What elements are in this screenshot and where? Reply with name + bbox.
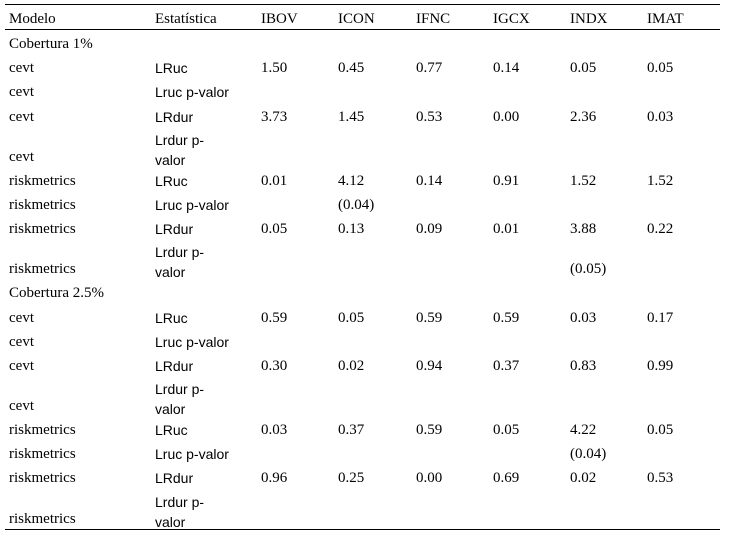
cell-value: (0.05) (570, 261, 607, 278)
cell-estatistica: Lruc p-valor (155, 196, 229, 213)
cell-value: 0.05 (261, 221, 288, 238)
cell-value: 0.02 (338, 357, 365, 374)
cell-value: 1.50 (261, 60, 288, 77)
cell-estatistica: Lrdur p-valor (155, 244, 205, 281)
cell-value: 0.83 (570, 357, 597, 374)
header-indx: INDX (570, 11, 608, 27)
cell-value: 0.05 (647, 422, 674, 439)
cell-modelo: cevt (9, 84, 34, 101)
header-igcx: IGCX (493, 11, 530, 27)
cell-modelo: cevt (9, 309, 34, 326)
table-row (5, 54, 720, 78)
cell-estatistica: Lruc p-valor (155, 84, 229, 101)
cell-estatistica: Lrdur p-valor (155, 493, 205, 530)
cell-value: 0.99 (647, 357, 674, 374)
table-row (5, 328, 720, 352)
cell-modelo: riskmetrics (9, 172, 76, 189)
cell-estatistica: LRuc (155, 60, 188, 77)
section-row (5, 279, 720, 303)
cell-modelo: riskmetrics (9, 261, 76, 278)
cell-value: 3.73 (261, 108, 288, 125)
cell-value: 0.96 (261, 470, 288, 487)
table-body (5, 30, 720, 529)
cell-value: 4.12 (338, 172, 365, 189)
table-row (5, 103, 720, 127)
cell-value: 0.00 (493, 108, 520, 125)
section-row (5, 30, 720, 54)
table-header-row (5, 5, 720, 29)
cell-modelo: cevt (9, 108, 34, 125)
results-table (5, 4, 720, 530)
section-title: Cobertura 1% (9, 36, 93, 52)
cell-value: 0.53 (416, 108, 443, 125)
cell-value: 3.88 (570, 221, 597, 238)
cell-value: 1.52 (570, 172, 597, 189)
cell-value: 0.22 (647, 221, 674, 238)
header-icon: ICON (338, 11, 375, 27)
cell-value: 0.02 (570, 470, 597, 487)
cell-value: 1.52 (647, 172, 674, 189)
cell-value: 0.59 (261, 309, 288, 326)
cell-estatistica: LRuc (155, 172, 188, 189)
cell-estatistica: LRdur (155, 108, 194, 125)
cell-estatistica: Lrdur p-valor (155, 131, 205, 168)
table-row (5, 376, 720, 416)
cell-value: 0.03 (261, 422, 288, 439)
cell-modelo: riskmetrics (9, 446, 76, 463)
cell-value: 0.03 (570, 309, 597, 326)
cell-modelo: riskmetrics (9, 470, 76, 487)
cell-value: 0.00 (416, 470, 443, 487)
table-row (5, 440, 720, 464)
cell-value: 1.45 (338, 108, 365, 125)
header-modelo: Modelo (9, 11, 56, 27)
header-ibov: IBOV (261, 11, 298, 27)
cell-value: (0.04) (338, 196, 375, 213)
cell-value: 4.22 (570, 422, 597, 439)
cell-modelo: cevt (9, 357, 34, 374)
cell-value: 0.94 (416, 357, 443, 374)
cell-value: 0.77 (416, 60, 443, 77)
cell-value: 0.59 (416, 309, 443, 326)
cell-value: 0.25 (338, 470, 365, 487)
header-ifnc: IFNC (416, 11, 451, 27)
cell-estatistica: LRdur (155, 221, 194, 238)
cell-value: 0.05 (338, 309, 365, 326)
cell-value: 2.36 (570, 108, 597, 125)
table-row (5, 127, 720, 167)
cell-estatistica: Lrdur p-valor (155, 381, 205, 418)
cell-value: 0.05 (647, 60, 674, 77)
cell-value: (0.04) (570, 446, 607, 463)
table-row (5, 191, 720, 215)
table-row (5, 304, 720, 328)
cell-value: 0.09 (416, 221, 443, 238)
cell-value: 0.37 (338, 422, 365, 439)
table-row (5, 239, 720, 279)
cell-modelo: cevt (9, 333, 34, 350)
cell-value: 0.30 (261, 357, 288, 374)
cell-modelo: cevt (9, 148, 34, 165)
cell-value: 0.14 (416, 172, 443, 189)
cell-modelo: cevt (9, 60, 34, 77)
cell-estatistica: LRuc (155, 422, 188, 439)
table-bottom-rule (5, 529, 720, 530)
header-estatistica: Estatística (155, 11, 217, 27)
cell-estatistica: Lruc p-valor (155, 446, 229, 463)
table-row (5, 78, 720, 102)
cell-modelo: riskmetrics (9, 196, 76, 213)
cell-value: 0.69 (493, 470, 520, 487)
cell-value: 0.01 (493, 221, 520, 238)
cell-value: 0.59 (493, 309, 520, 326)
cell-value: 0.05 (570, 60, 597, 77)
cell-estatistica: LRdur (155, 470, 194, 487)
section-title: Cobertura 2.5% (9, 285, 104, 302)
cell-value: 0.14 (493, 60, 520, 77)
cell-value: 0.05 (493, 422, 520, 439)
cell-value: 0.53 (647, 470, 674, 487)
cell-modelo: riskmetrics (9, 221, 76, 238)
cell-estatistica: LRdur (155, 357, 194, 374)
table-row (5, 215, 720, 239)
table-row (5, 167, 720, 191)
cell-modelo: riskmetrics (9, 510, 76, 527)
cell-estatistica: LRuc (155, 309, 188, 326)
cell-value: 0.45 (338, 60, 365, 77)
cell-value: 0.59 (416, 422, 443, 439)
cell-estatistica: Lruc p-valor (155, 333, 229, 350)
cell-value: 0.13 (338, 221, 365, 238)
cell-value: 0.91 (493, 172, 520, 189)
cell-value: 0.17 (647, 309, 674, 326)
cell-value: 0.03 (647, 108, 674, 125)
table-row (5, 352, 720, 376)
table-row (5, 416, 720, 440)
header-imat: IMAT (647, 11, 684, 27)
cell-value: 0.01 (261, 172, 288, 189)
cell-value: 0.37 (493, 357, 520, 374)
cell-modelo: cevt (9, 398, 34, 415)
table-row (5, 489, 720, 529)
cell-modelo: riskmetrics (9, 422, 76, 439)
table-row (5, 464, 720, 488)
